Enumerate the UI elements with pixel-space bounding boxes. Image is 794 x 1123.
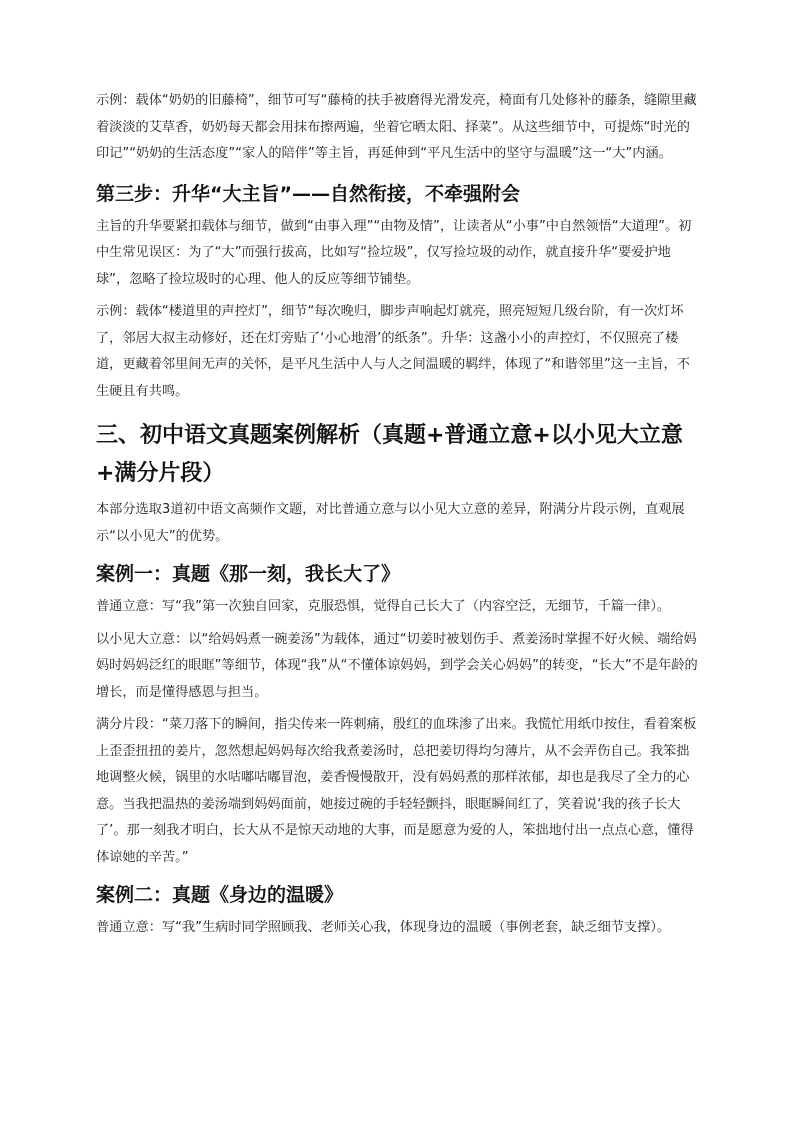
step-three-explanation: 主旨的升华要紧扣载体与细节，做到“由事入理”“由物及情”，让读者从“小事”中自然领悟“大道理”。初中生常见误区：为了“大”而强行拔高，比如写“捡垃圾”，仅写捡垃圾的动作，就直接升华“要爱护地球”，忽略了捡垃圾时的心理、他人的反应等细节铺垫。 <box>96 218 692 287</box>
section-three-intro: 本部分选取3道初中语文高频作文题，对比普通立意与以小见大立意的差异，附满分片段示例，直观展示“以小见大”的优势。 <box>96 502 685 544</box>
case-one-full-score: 满分片段：“菜刀落下的瞬间，指尖传来一阵刺痛，殷红的血珠渗了出来。我慌忙用纸巾按住，看着案板上歪歪扭扭的姜片，忽然想起妈妈每次给我煮姜汤时，总把姜切得均匀薄片，从不会弄伤自己。我笨拙地调整火候，锅里的水咕嘟咕嘟冒泡，姜香慢慢散开，没有妈妈煮的那样浓郁，却也是我尽了全力的心意。当我把温热的姜汤端到妈妈面前，她接过碗的手轻轻颤抖，眼眶瞬间红了，笑着说‘我的孩子长大了’。那一刻我才明白，长大从不是惊天动地的大事，而是愿意为爱的人，笨拙地付出一点点心意，懂得体谅她的辛苦。” <box>96 717 697 865</box>
case-one-small-big: 以小见大立意：以“给妈妈煮一碗姜汤”为载体，通过“切姜时被划伤手、煮姜汤时掌握不好火候、端给妈妈时妈妈泛红的眼眶”等细节，体现“我”从“不懂体谅妈妈，到学会关心妈妈”的转变，“长大”不是年龄的增长，而是懂得感恩与担当。 <box>96 631 698 700</box>
heading-step-three: 第三步：升华“大主旨”——自然衔接，不牵强附会 <box>96 182 520 205</box>
heading-section-three: 三、初中语文真题案例解析（真题+普通立意+以小见大立意+满分片段） <box>96 423 683 486</box>
heading-case-two: 案例二：真题《身边的温暖》 <box>96 884 344 906</box>
example-rattan-chair: 示例：载体“奶奶的旧藤椅”，细节可写“藤椅的扶手被磨得光滑发亮，椅面有几处修补的藤条，缝隙里藏着淡淡的艾草香，奶奶每天都会用抹布擦两遍，坐着它晒太阳、择菜”。从这些细节中，可提炼“时光的印记”“奶奶的生活态度”“家人的陪伴”等主旨，再延伸到“平凡生活中的坚守与温暖”这一“大”内涵。 <box>96 93 697 161</box>
document-page <box>96 88 702 948</box>
case-two-ordinary: 普通立意：写“我”生病时同学照顾我、老师关心我，体现身边的温暖（事例老套，缺乏细节支撑）。 <box>96 920 671 935</box>
heading-case-one: 案例一：真题《那一刻，我长大了》 <box>96 563 401 585</box>
case-one-ordinary: 普通立意：写“我”第一次独自回家，克服恐惧，觉得自己长大了（内容空泛，无细节，千篇一律）。 <box>96 599 671 614</box>
example-sound-light: 示例：载体“楼道里的声控灯”，细节“每次晚归，脚步声响起灯就亮，照亮短短几级台阶，有一次灯坏了，邻居大叔主动修好，还在灯旁贴了‘小心地滑’的纸条”。升华：这盏小小的声控灯，不仅照亮了楼道，更藏着邻里间无声的关怀，是平凡生活中人与人之间温暖的羁绊，体现了“和谐邻里”这一主旨，不生硬且有共鸣。 <box>96 304 690 399</box>
